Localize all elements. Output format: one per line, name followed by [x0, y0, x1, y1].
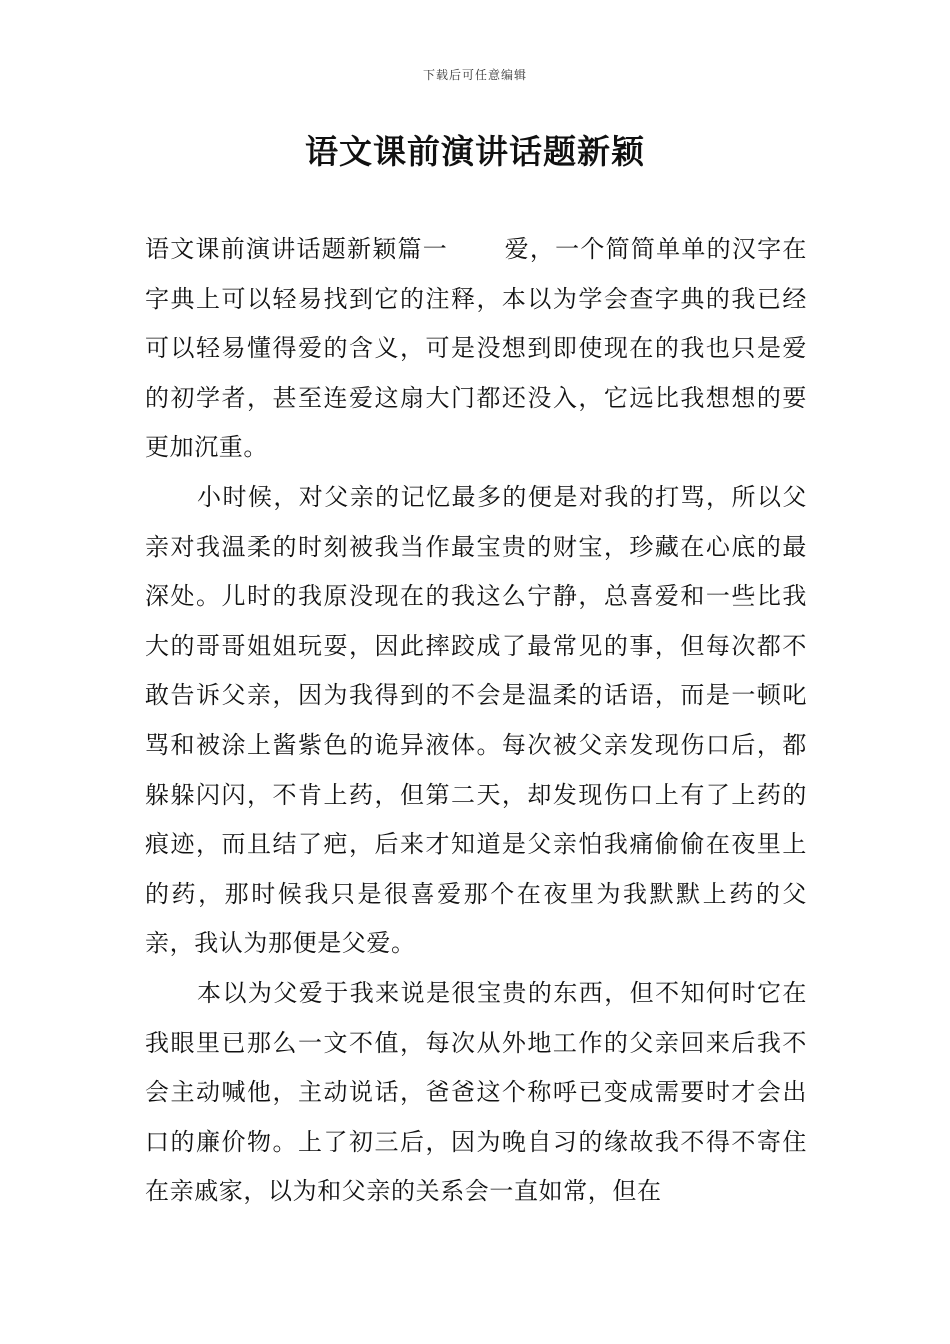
document-body [145, 225, 807, 1217]
paragraph-2: 小时候，对父亲的记忆最多的便是对我的打骂，所以父亲对我温柔的时刻被我当作最宝贵的财宝，珍藏在心底的最深处。儿时的我原没现在的我这么宁静，总喜爱和一些比我大的哥哥姐姐玩耍，因此摔跤成了最常见的事，但每次都不敢告诉父亲，因为我得到的不会是温柔的话语，而是一顿叱骂和被涂上酱紫色的诡异液体。每次被父亲发现伤口后，都躲躲闪闪，不肯上药，但第二天，却发现伤口上有了上药的痕迹，而且结了疤，后来才知道是父亲怕我痛偷偷在夜里上的药，那时候我只是很喜爱那个在夜里为我默默上药的父亲，我认为那便是父爱。 [145, 482, 807, 958]
paragraph-1-lead: 语文课前演讲话题新颖篇一 [145, 235, 448, 263]
paragraph-3: 本以为父爱于我来说是很宝贵的东西，但不知何时它在我眼里已那么一文不值，每次从外地工作的父亲回来后我不会主动喊他，主动说话，爸爸这个称呼已变成需要时才会出口的廉价物。上了初三后，因为晚自习的缘故我不得不寄住在亲戚家，以为和父亲的关系会一直如常，但在 [145, 978, 807, 1206]
header-note: 下载后可任意编辑 [422, 68, 527, 82]
paragraph-1 [145, 225, 807, 473]
paragraph-1-text: 爱，一个简简单单的汉字在字典上可以轻易找到它的注释，本以为学会查字典的我已经可以轻易懂得爱的含义，可是没想到即使现在的我也只是爱的初学者，甚至连爱这扇大门都还没入，它远比我想想的要更加沉重。 [145, 235, 807, 462]
document-title: 语文课前演讲话题新颖 [305, 132, 645, 171]
